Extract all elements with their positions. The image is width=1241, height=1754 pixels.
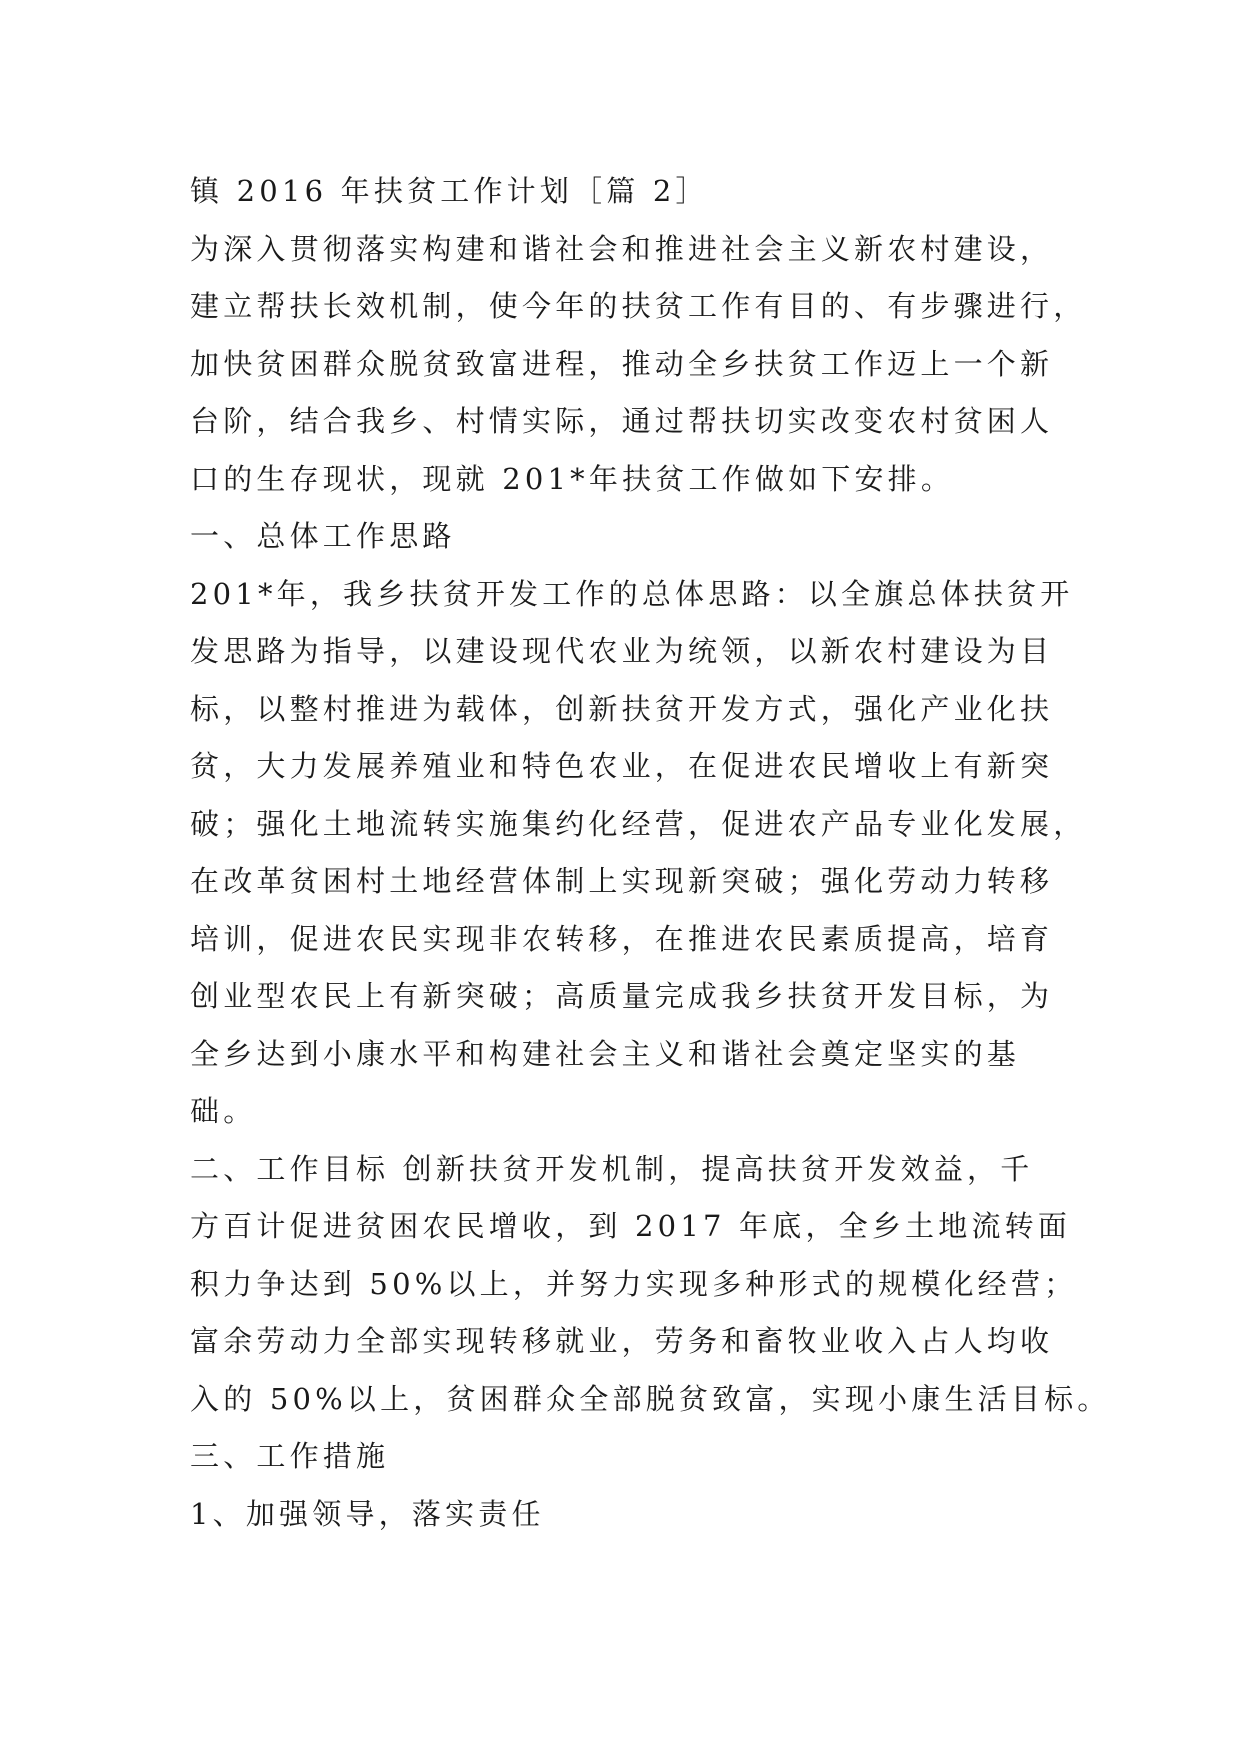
paragraph-line: 贫，大力发展养殖业和特色农业，在促进农民增收上有新突: [190, 749, 1054, 783]
paragraph-line: 全乡达到小康水平和构建社会主义和谐社会奠定坚实的基: [190, 1036, 1021, 1071]
paragraph-line: 201*年，我乡扶贫开发工作的总体思路：以全旗总体扶贫开: [190, 576, 1074, 611]
paragraph-line: 建立帮扶长效机制，使今年的扶贫工作有目的、有步骤进行，: [190, 289, 1087, 323]
paragraph-line: 在改革贫困村土地经营体制上实现新突破；强化劳动力转移: [190, 864, 1054, 898]
document-body: [190, 163, 1111, 1543]
section-heading: 二、工作目标 创新扶贫开发机制，提高扶贫开发效益，千: [190, 1151, 1034, 1186]
document-title: 镇 2016 年扶贫工作计划［篇 2］: [190, 174, 709, 208]
paragraph-line: 破；强化土地流转实施集约化经营，促进农产品专业化发展，: [190, 806, 1087, 841]
paragraph-line: 加快贫困群众脱贫致富进程，推动全乡扶贫工作迈上一个新: [190, 346, 1054, 381]
paragraph-line: 积力争达到 50%以上，并努力实现多种形式的规模化经营；: [190, 1266, 1078, 1301]
paragraph-line: 标，以整村推进为载体，创新扶贫开发方式，强化产业化扶: [190, 691, 1054, 726]
paragraph-line: 口的生存现状，现就 201*年扶贫工作做如下安排。: [190, 461, 955, 496]
paragraph-line: 富余劳动力全部实现转移就业，劳务和畜牧业收入占人均收: [190, 1324, 1054, 1358]
paragraph-line: 发思路为指导，以建设现代农业为统领，以新农村建设为目: [190, 634, 1054, 668]
subsection-heading: 1、加强领导，落实责任: [190, 1496, 545, 1531]
paragraph-line: 创业型农民上有新突破；高质量完成我乡扶贫开发目标，为: [190, 979, 1054, 1013]
paragraph-line: 为深入贯彻落实构建和谐社会和推进社会主义新农村建设，: [190, 231, 1054, 266]
paragraph-line: 入的 50%以上，贫困群众全部脱贫致富，实现小康生活目标。: [190, 1381, 1111, 1416]
paragraph-line: 台阶，结合我乡、村情实际，通过帮扶切实改变农村贫困人: [190, 404, 1054, 438]
section-heading: 一、总体工作思路: [190, 519, 456, 553]
paragraph-line: 培训，促进农民实现非农转移，在推进农民素质提高，培育: [190, 921, 1054, 956]
paragraph-line: 础。: [190, 1094, 257, 1128]
section-heading: 三、工作措施: [190, 1439, 390, 1473]
paragraph-line: 方百计促进贫困农民增收，到 2017 年底，全乡土地流转面: [190, 1209, 1072, 1243]
